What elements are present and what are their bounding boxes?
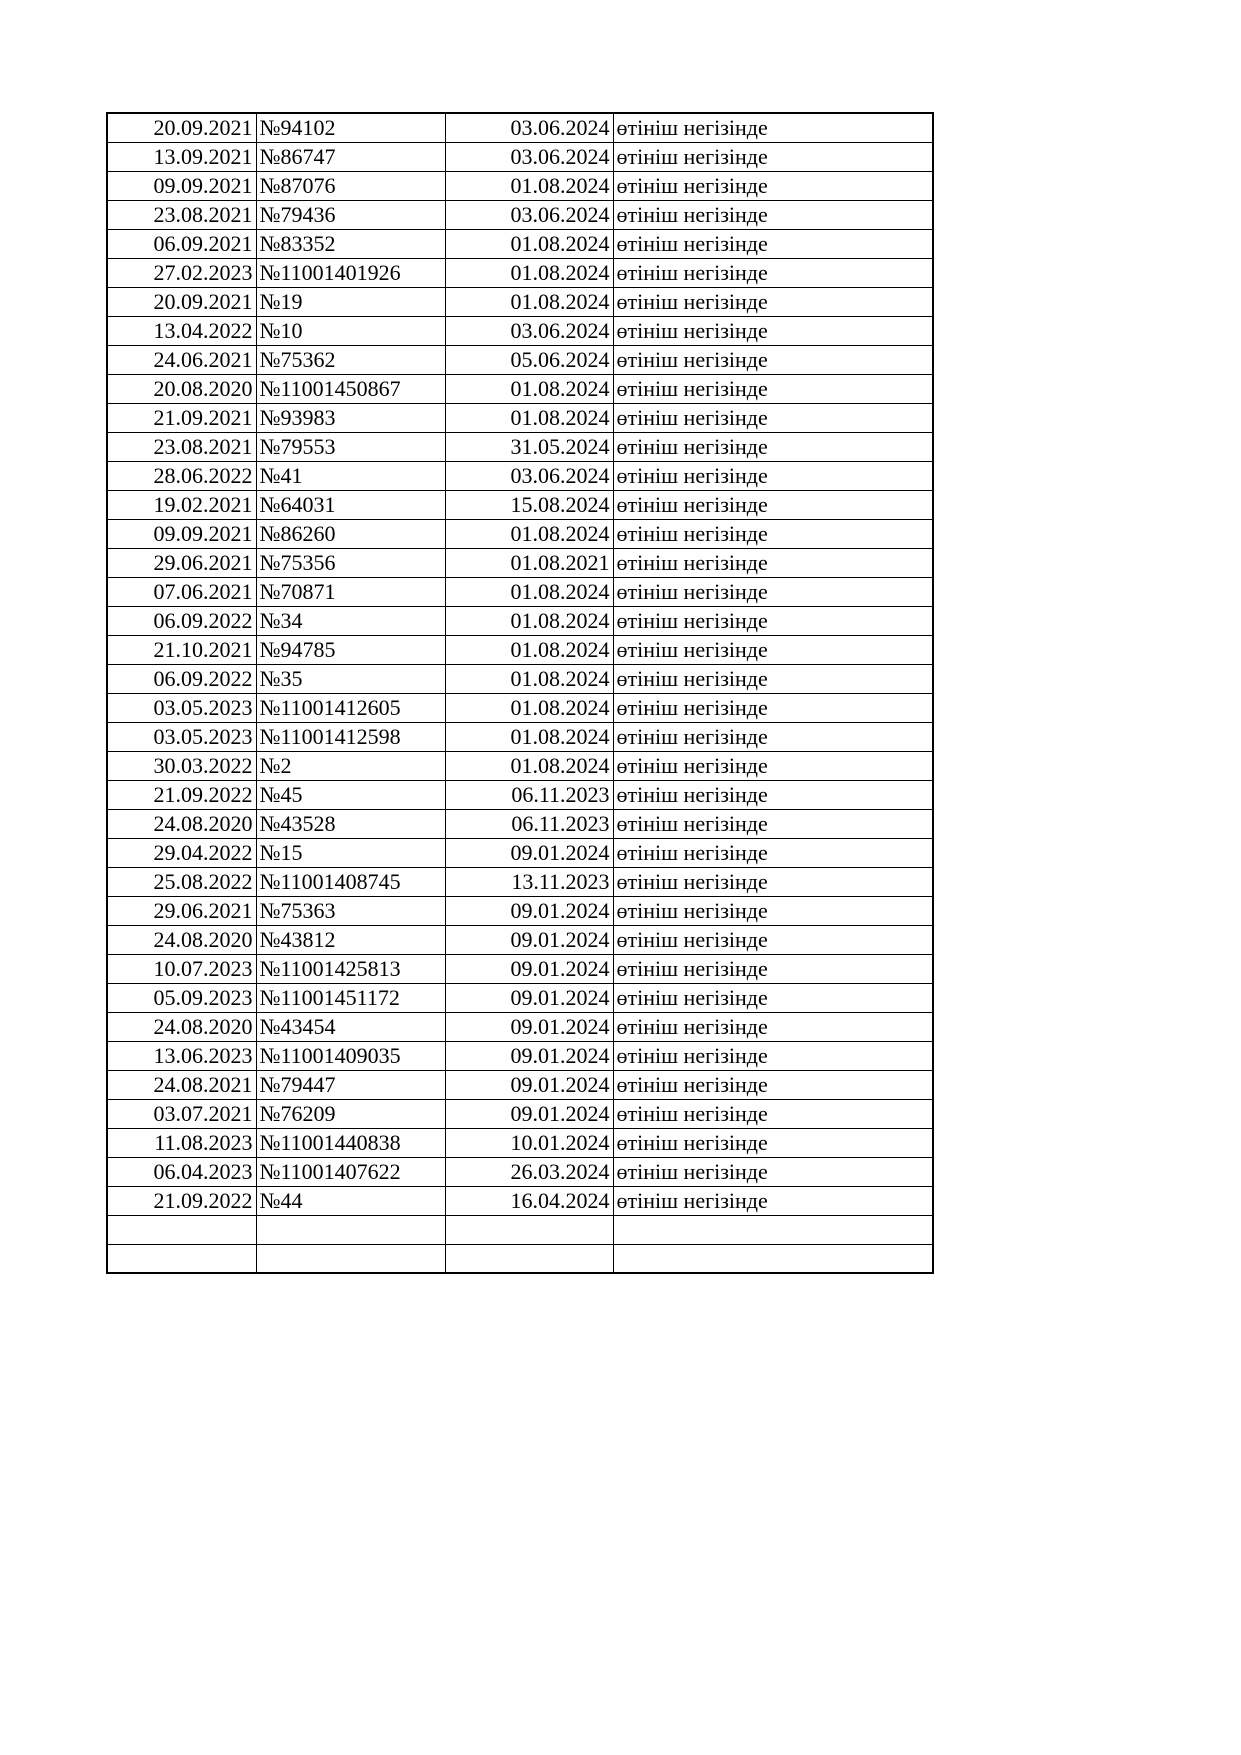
- issue-date-cell: 28.06.2022: [107, 462, 256, 491]
- table-row: [107, 984, 933, 1013]
- issue-date-cell: [107, 1244, 256, 1273]
- document-number-cell: №41: [256, 462, 445, 491]
- issue-date-cell: 24.08.2020: [107, 1013, 256, 1042]
- reason-cell: өтініш негізінде: [613, 462, 933, 491]
- issue-date-cell: [107, 1216, 256, 1245]
- issue-date-cell: 09.09.2021: [107, 520, 256, 549]
- termination-date-cell: 13.11.2023: [445, 868, 613, 897]
- document-number-cell: №11001425813: [256, 955, 445, 984]
- termination-date-cell: 09.01.2024: [445, 926, 613, 955]
- reason-cell: өтініш негізінде: [613, 113, 933, 143]
- document-number-cell: №45: [256, 781, 445, 810]
- issue-date-cell: 13.09.2021: [107, 143, 256, 172]
- reason-cell: өтініш негізінде: [613, 1158, 933, 1187]
- termination-date-cell: [445, 1244, 613, 1273]
- document-number-cell: №44: [256, 1187, 445, 1216]
- termination-date-cell: 09.01.2024: [445, 1042, 613, 1071]
- document-table: [106, 112, 934, 1274]
- issue-date-cell: 23.08.2021: [107, 201, 256, 230]
- table-row: [107, 839, 933, 868]
- document-number-cell: №43454: [256, 1013, 445, 1042]
- reason-cell: өтініш негізінде: [613, 172, 933, 201]
- table-row: [107, 375, 933, 404]
- reason-cell: өтініш негізінде: [613, 984, 933, 1013]
- table-row: [107, 113, 933, 143]
- reason-cell: өтініш негізінде: [613, 201, 933, 230]
- termination-date-cell: 26.03.2024: [445, 1158, 613, 1187]
- reason-cell: өтініш негізінде: [613, 346, 933, 375]
- issue-date-cell: 27.02.2023: [107, 259, 256, 288]
- issue-date-cell: 25.08.2022: [107, 868, 256, 897]
- issue-date-cell: 20.08.2020: [107, 375, 256, 404]
- termination-date-cell: 03.06.2024: [445, 201, 613, 230]
- document-number-cell: №79436: [256, 201, 445, 230]
- termination-date-cell: 01.08.2024: [445, 259, 613, 288]
- reason-cell: өтініш негізінде: [613, 868, 933, 897]
- termination-date-cell: 03.06.2024: [445, 143, 613, 172]
- table-row: [107, 1013, 933, 1042]
- termination-date-cell: 05.06.2024: [445, 346, 613, 375]
- issue-date-cell: 20.09.2021: [107, 288, 256, 317]
- document-number-cell: №43528: [256, 810, 445, 839]
- table-row: [107, 201, 933, 230]
- table-row: [107, 1129, 933, 1158]
- termination-date-cell: 01.08.2024: [445, 375, 613, 404]
- document-number-cell: №34: [256, 607, 445, 636]
- document-number-cell: №86260: [256, 520, 445, 549]
- document-number-cell: №10: [256, 317, 445, 346]
- document-number-cell: №19: [256, 288, 445, 317]
- document-number-cell: №79447: [256, 1071, 445, 1100]
- reason-cell: өтініш негізінде: [613, 694, 933, 723]
- document-number-cell: №75362: [256, 346, 445, 375]
- issue-date-cell: 03.07.2021: [107, 1100, 256, 1129]
- reason-cell: өтініш негізінде: [613, 955, 933, 984]
- issue-date-cell: 29.06.2021: [107, 897, 256, 926]
- termination-date-cell: 01.08.2024: [445, 607, 613, 636]
- issue-date-cell: 03.05.2023: [107, 694, 256, 723]
- termination-date-cell: 09.01.2024: [445, 1013, 613, 1042]
- document-number-cell: №15: [256, 839, 445, 868]
- termination-date-cell: 10.01.2024: [445, 1129, 613, 1158]
- issue-date-cell: 23.08.2021: [107, 433, 256, 462]
- termination-date-cell: 09.01.2024: [445, 839, 613, 868]
- table-row: [107, 1187, 933, 1216]
- termination-date-cell: 01.08.2024: [445, 694, 613, 723]
- document-number-cell: №76209: [256, 1100, 445, 1129]
- reason-cell: өтініш негізінде: [613, 404, 933, 433]
- reason-cell: өтініш негізінде: [613, 1013, 933, 1042]
- document-number-cell: №11001440838: [256, 1129, 445, 1158]
- table-row: [107, 810, 933, 839]
- reason-cell: өтініш негізінде: [613, 288, 933, 317]
- document-number-cell: №75356: [256, 549, 445, 578]
- issue-date-cell: 29.04.2022: [107, 839, 256, 868]
- termination-date-cell: 16.04.2024: [445, 1187, 613, 1216]
- reason-cell: өтініш негізінде: [613, 723, 933, 752]
- termination-date-cell: 06.11.2023: [445, 781, 613, 810]
- termination-date-cell: 03.06.2024: [445, 317, 613, 346]
- document-number-cell: [256, 1244, 445, 1273]
- table-row: [107, 665, 933, 694]
- reason-cell: өтініш негізінде: [613, 491, 933, 520]
- document-number-cell: №11001407622: [256, 1158, 445, 1187]
- document-number-cell: №11001450867: [256, 375, 445, 404]
- reason-cell: өтініш негізінде: [613, 1129, 933, 1158]
- table-row: [107, 1216, 933, 1245]
- termination-date-cell: 31.05.2024: [445, 433, 613, 462]
- table-row: [107, 955, 933, 984]
- issue-date-cell: 06.09.2021: [107, 230, 256, 259]
- termination-date-cell: 03.06.2024: [445, 113, 613, 143]
- document-number-cell: №79553: [256, 433, 445, 462]
- reason-cell: өтініш негізінде: [613, 433, 933, 462]
- table-row: [107, 172, 933, 201]
- document-number-cell: №70871: [256, 578, 445, 607]
- document-number-cell: №94785: [256, 636, 445, 665]
- reason-cell: өтініш негізінде: [613, 375, 933, 404]
- termination-date-cell: 01.08.2024: [445, 636, 613, 665]
- document-number-cell: [256, 1216, 445, 1245]
- reason-cell: өтініш негізінде: [613, 259, 933, 288]
- document-table-body: [107, 113, 933, 1273]
- table-row: [107, 607, 933, 636]
- issue-date-cell: 24.08.2021: [107, 1071, 256, 1100]
- document-number-cell: №93983: [256, 404, 445, 433]
- issue-date-cell: 21.09.2022: [107, 781, 256, 810]
- table-row: [107, 404, 933, 433]
- document-number-cell: №11001412598: [256, 723, 445, 752]
- table-row: [107, 317, 933, 346]
- termination-date-cell: 03.06.2024: [445, 462, 613, 491]
- issue-date-cell: 09.09.2021: [107, 172, 256, 201]
- reason-cell: өтініш негізінде: [613, 607, 933, 636]
- termination-date-cell: 09.01.2024: [445, 1071, 613, 1100]
- issue-date-cell: 06.04.2023: [107, 1158, 256, 1187]
- issue-date-cell: 06.09.2022: [107, 607, 256, 636]
- document-number-cell: №11001401926: [256, 259, 445, 288]
- reason-cell: өтініш негізінде: [613, 665, 933, 694]
- reason-cell: өтініш негізінде: [613, 230, 933, 259]
- reason-cell: [613, 1244, 933, 1273]
- termination-date-cell: 01.08.2024: [445, 288, 613, 317]
- reason-cell: өтініш негізінде: [613, 1042, 933, 1071]
- issue-date-cell: 29.06.2021: [107, 549, 256, 578]
- reason-cell: өтініш негізінде: [613, 636, 933, 665]
- document-number-cell: №83352: [256, 230, 445, 259]
- termination-date-cell: 01.08.2024: [445, 723, 613, 752]
- reason-cell: өтініш негізінде: [613, 926, 933, 955]
- document-number-cell: №11001412605: [256, 694, 445, 723]
- table-row: [107, 1244, 933, 1273]
- termination-date-cell: 09.01.2024: [445, 984, 613, 1013]
- termination-date-cell: 06.11.2023: [445, 810, 613, 839]
- termination-date-cell: 09.01.2024: [445, 897, 613, 926]
- document-number-cell: №11001409035: [256, 1042, 445, 1071]
- table-row: [107, 462, 933, 491]
- issue-date-cell: 24.08.2020: [107, 926, 256, 955]
- reason-cell: өтініш негізінде: [613, 143, 933, 172]
- table-row: [107, 752, 933, 781]
- reason-cell: өтініш негізінде: [613, 549, 933, 578]
- document-number-cell: №11001451172: [256, 984, 445, 1013]
- termination-date-cell: 01.08.2024: [445, 520, 613, 549]
- document-number-cell: №2: [256, 752, 445, 781]
- document-number-cell: №64031: [256, 491, 445, 520]
- termination-date-cell: 01.08.2024: [445, 404, 613, 433]
- reason-cell: өтініш негізінде: [613, 781, 933, 810]
- document-number-cell: №75363: [256, 897, 445, 926]
- table-row: [107, 346, 933, 375]
- table-row: [107, 723, 933, 752]
- table-row: [107, 549, 933, 578]
- table-row: [107, 230, 933, 259]
- reason-cell: [613, 1216, 933, 1245]
- table-row: [107, 1158, 933, 1187]
- issue-date-cell: 10.07.2023: [107, 955, 256, 984]
- reason-cell: өтініш негізінде: [613, 897, 933, 926]
- reason-cell: өтініш негізінде: [613, 578, 933, 607]
- issue-date-cell: 24.06.2021: [107, 346, 256, 375]
- issue-date-cell: 21.09.2022: [107, 1187, 256, 1216]
- reason-cell: өтініш негізінде: [613, 317, 933, 346]
- document-number-cell: №87076: [256, 172, 445, 201]
- issue-date-cell: 24.08.2020: [107, 810, 256, 839]
- issue-date-cell: 21.10.2021: [107, 636, 256, 665]
- table-row: [107, 926, 933, 955]
- termination-date-cell: 01.08.2024: [445, 578, 613, 607]
- document-number-cell: №43812: [256, 926, 445, 955]
- issue-date-cell: 21.09.2021: [107, 404, 256, 433]
- termination-date-cell: 01.08.2024: [445, 752, 613, 781]
- table-row: [107, 868, 933, 897]
- reason-cell: өтініш негізінде: [613, 1187, 933, 1216]
- document-number-cell: №94102: [256, 113, 445, 143]
- table-row: [107, 433, 933, 462]
- termination-date-cell: 09.01.2024: [445, 955, 613, 984]
- table-row: [107, 694, 933, 723]
- termination-date-cell: 01.08.2024: [445, 172, 613, 201]
- termination-date-cell: 15.08.2024: [445, 491, 613, 520]
- issue-date-cell: 30.03.2022: [107, 752, 256, 781]
- table-row: [107, 1100, 933, 1129]
- termination-date-cell: 01.08.2024: [445, 665, 613, 694]
- table-row: [107, 781, 933, 810]
- issue-date-cell: 13.06.2023: [107, 1042, 256, 1071]
- table-row: [107, 636, 933, 665]
- document-number-cell: №35: [256, 665, 445, 694]
- issue-date-cell: 05.09.2023: [107, 984, 256, 1013]
- table-row: [107, 1042, 933, 1071]
- issue-date-cell: 03.05.2023: [107, 723, 256, 752]
- issue-date-cell: 19.02.2021: [107, 491, 256, 520]
- table-row: [107, 288, 933, 317]
- termination-date-cell: [445, 1216, 613, 1245]
- table-row: [107, 491, 933, 520]
- reason-cell: өтініш негізінде: [613, 520, 933, 549]
- reason-cell: өтініш негізінде: [613, 1071, 933, 1100]
- reason-cell: өтініш негізінде: [613, 1100, 933, 1129]
- table-row: [107, 578, 933, 607]
- reason-cell: өтініш негізінде: [613, 810, 933, 839]
- termination-date-cell: 01.08.2024: [445, 230, 613, 259]
- reason-cell: өтініш негізінде: [613, 752, 933, 781]
- table-row: [107, 897, 933, 926]
- table-row: [107, 143, 933, 172]
- issue-date-cell: 06.09.2022: [107, 665, 256, 694]
- issue-date-cell: 20.09.2021: [107, 113, 256, 143]
- document-number-cell: №86747: [256, 143, 445, 172]
- issue-date-cell: 07.06.2021: [107, 578, 256, 607]
- issue-date-cell: 13.04.2022: [107, 317, 256, 346]
- table-row: [107, 520, 933, 549]
- table-row: [107, 259, 933, 288]
- document-number-cell: №11001408745: [256, 868, 445, 897]
- termination-date-cell: 09.01.2024: [445, 1100, 613, 1129]
- table-row: [107, 1071, 933, 1100]
- issue-date-cell: 11.08.2023: [107, 1129, 256, 1158]
- reason-cell: өтініш негізінде: [613, 839, 933, 868]
- termination-date-cell: 01.08.2021: [445, 549, 613, 578]
